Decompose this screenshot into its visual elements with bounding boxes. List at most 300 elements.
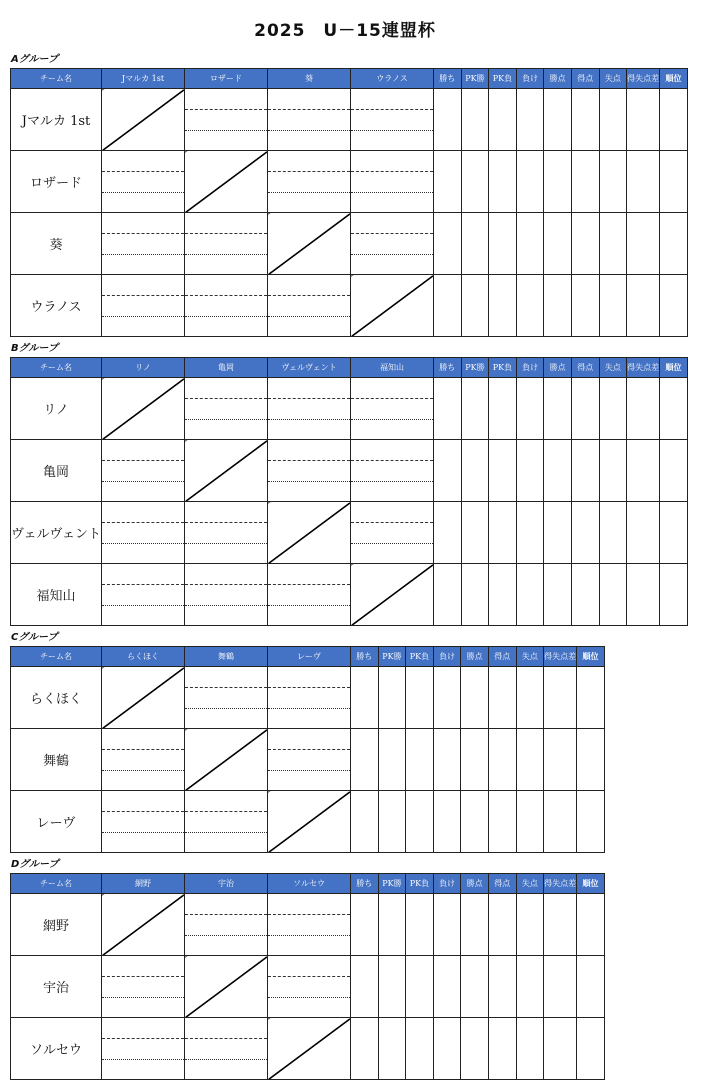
stat-cell[interactable]	[378, 1018, 406, 1080]
match-result-cell[interactable]	[102, 275, 185, 337]
stat-cell[interactable]	[577, 956, 605, 1018]
stat-cell[interactable]	[434, 151, 462, 213]
score-line	[268, 584, 350, 585]
score-line	[185, 316, 267, 317]
score-line	[351, 192, 433, 193]
stat-cell[interactable]	[544, 378, 572, 440]
score-line	[185, 419, 267, 420]
match-result-cell[interactable]	[102, 213, 185, 275]
stat-cell[interactable]	[544, 564, 572, 626]
team-name-header: チーム名	[11, 647, 102, 667]
match-result-cell[interactable]	[268, 956, 351, 1018]
stat-cell[interactable]	[488, 894, 516, 956]
stat-cell[interactable]	[627, 89, 660, 151]
match-result-cell[interactable]	[102, 502, 185, 564]
stat-cell[interactable]	[544, 151, 572, 213]
stat-cell[interactable]	[351, 956, 379, 1018]
match-result-cell[interactable]	[268, 894, 351, 956]
stat-cell[interactable]	[489, 378, 517, 440]
match-result-cell[interactable]	[102, 151, 185, 213]
stat-cell[interactable]	[461, 667, 489, 729]
stat-header: 失点	[599, 358, 627, 378]
score-line	[102, 811, 184, 812]
league-table	[10, 68, 688, 337]
score-line	[102, 543, 184, 544]
stat-header: 得点	[571, 358, 599, 378]
stat-header: PK負	[489, 358, 517, 378]
score-line	[268, 460, 350, 461]
team-name: 葵	[11, 213, 102, 275]
opponent-header: ヴェルヴェント	[268, 358, 351, 378]
stat-cell[interactable]	[516, 440, 544, 502]
stat-cell[interactable]	[599, 564, 627, 626]
stat-cell[interactable]	[599, 440, 627, 502]
score-line	[185, 811, 267, 812]
stat-cell[interactable]	[489, 213, 517, 275]
stat-cell[interactable]	[461, 213, 489, 275]
stat-cell[interactable]	[516, 791, 544, 853]
stat-cell[interactable]	[351, 894, 379, 956]
stat-cell[interactable]	[660, 275, 688, 337]
stat-cell[interactable]	[660, 213, 688, 275]
stat-cell[interactable]	[433, 894, 461, 956]
score-line	[185, 130, 267, 131]
self-match-cell	[185, 729, 268, 791]
table-row	[11, 956, 605, 1018]
stat-cell[interactable]	[599, 502, 627, 564]
stat-cell[interactable]	[571, 564, 599, 626]
stat-cell[interactable]	[488, 956, 516, 1018]
opponent-header: リノ	[102, 358, 185, 378]
table-row	[11, 275, 688, 337]
self-match-cell	[268, 791, 351, 853]
table-row	[11, 378, 688, 440]
stat-cell[interactable]	[489, 564, 517, 626]
score-line	[268, 749, 350, 750]
match-result-cell[interactable]	[351, 502, 434, 564]
match-result-cell[interactable]	[185, 564, 268, 626]
stat-cell[interactable]	[571, 213, 599, 275]
score-line	[351, 130, 433, 131]
stat-header: 負け	[433, 874, 461, 894]
score-line	[351, 460, 433, 461]
stat-cell[interactable]	[434, 213, 462, 275]
stat-cell[interactable]	[516, 89, 544, 151]
score-line	[351, 254, 433, 255]
table-row	[11, 213, 688, 275]
stat-cell[interactable]	[378, 894, 406, 956]
league-table	[10, 873, 605, 1080]
stat-cell[interactable]	[544, 213, 572, 275]
team-name: 舞鶴	[11, 729, 102, 791]
match-result-cell[interactable]	[268, 440, 351, 502]
stat-cell[interactable]	[577, 791, 605, 853]
stat-header: 勝ち	[351, 647, 379, 667]
stat-cell[interactable]	[516, 894, 544, 956]
stat-header: 勝点	[544, 358, 572, 378]
opponent-header: 宇治	[185, 874, 268, 894]
score-line	[268, 976, 350, 977]
stat-cell[interactable]	[660, 564, 688, 626]
stat-header: 負け	[516, 358, 544, 378]
match-result-cell[interactable]	[268, 564, 351, 626]
score-line	[102, 832, 184, 833]
score-line	[102, 1038, 184, 1039]
score-line	[268, 481, 350, 482]
team-name: 宇治	[11, 956, 102, 1018]
stat-cell[interactable]	[434, 440, 462, 502]
stat-cell[interactable]	[544, 667, 577, 729]
stat-header: 負け	[516, 69, 544, 89]
stat-header: 得失点差	[544, 647, 577, 667]
stat-cell[interactable]	[544, 894, 577, 956]
opponent-header: ソルセウ	[268, 874, 351, 894]
self-match-cell	[102, 378, 185, 440]
stat-cell[interactable]	[544, 729, 577, 791]
score-line	[185, 233, 267, 234]
stat-cell[interactable]	[627, 151, 660, 213]
stat-cell[interactable]	[406, 667, 434, 729]
stat-cell[interactable]	[378, 667, 406, 729]
stat-cell[interactable]	[544, 502, 572, 564]
stat-cell[interactable]	[627, 275, 660, 337]
stat-cell[interactable]	[627, 378, 660, 440]
stat-cell[interactable]	[489, 502, 517, 564]
team-name-header: チーム名	[11, 874, 102, 894]
stat-cell[interactable]	[434, 502, 462, 564]
stat-cell[interactable]	[516, 502, 544, 564]
match-result-cell[interactable]	[102, 564, 185, 626]
stat-header: PK勝	[461, 358, 489, 378]
league-table	[10, 646, 605, 853]
self-match-cell	[185, 151, 268, 213]
stat-cell[interactable]	[571, 89, 599, 151]
score-line	[102, 976, 184, 977]
stat-cell[interactable]	[599, 213, 627, 275]
stat-cell[interactable]	[461, 378, 489, 440]
group-label: Dグループ	[11, 859, 59, 870]
match-result-cell[interactable]	[185, 275, 268, 337]
match-result-cell[interactable]	[185, 791, 268, 853]
stat-cell[interactable]	[488, 667, 516, 729]
stat-cell[interactable]	[516, 275, 544, 337]
stat-cell[interactable]	[627, 564, 660, 626]
score-line	[351, 481, 433, 482]
match-result-cell[interactable]	[185, 894, 268, 956]
self-match-cell	[268, 213, 351, 275]
match-result-cell[interactable]	[351, 213, 434, 275]
match-result-cell[interactable]	[185, 378, 268, 440]
stat-cell[interactable]	[433, 729, 461, 791]
stat-cell[interactable]	[461, 1018, 489, 1080]
score-line	[351, 522, 433, 523]
stat-cell[interactable]	[433, 1018, 461, 1080]
stat-header: 失点	[599, 69, 627, 89]
score-line	[185, 935, 267, 936]
opponent-header: ロザード	[185, 69, 268, 89]
team-name: リノ	[11, 378, 102, 440]
stat-cell[interactable]	[488, 729, 516, 791]
stat-header: 得点	[488, 874, 516, 894]
stat-cell[interactable]	[434, 378, 462, 440]
match-result-cell[interactable]	[102, 1018, 185, 1080]
stat-cell[interactable]	[461, 956, 489, 1018]
score-line	[102, 997, 184, 998]
opponent-header: 舞鶴	[185, 647, 268, 667]
stat-cell[interactable]	[378, 729, 406, 791]
stat-cell[interactable]	[461, 440, 489, 502]
self-match-cell	[351, 564, 434, 626]
stat-header: PK負	[406, 874, 434, 894]
stat-cell[interactable]	[461, 729, 489, 791]
match-result-cell[interactable]	[185, 667, 268, 729]
score-line	[185, 708, 267, 709]
score-line	[268, 130, 350, 131]
stat-cell[interactable]	[544, 956, 577, 1018]
score-line	[268, 687, 350, 688]
stat-header: PK負	[489, 69, 517, 89]
stat-cell[interactable]	[461, 502, 489, 564]
stat-cell[interactable]	[351, 1018, 379, 1080]
match-result-cell[interactable]	[185, 89, 268, 151]
stat-cell[interactable]	[577, 729, 605, 791]
stat-cell[interactable]	[516, 729, 544, 791]
match-result-cell[interactable]	[268, 275, 351, 337]
score-line	[351, 543, 433, 544]
score-line	[351, 171, 433, 172]
stat-cell[interactable]	[351, 729, 379, 791]
score-line	[185, 109, 267, 110]
self-match-cell	[102, 89, 185, 151]
table-row	[11, 667, 605, 729]
team-name: ソルセウ	[11, 1018, 102, 1080]
stat-header: 負け	[433, 647, 461, 667]
stat-cell[interactable]	[516, 1018, 544, 1080]
match-result-cell[interactable]	[102, 791, 185, 853]
match-result-cell[interactable]	[351, 440, 434, 502]
stat-header: 順位	[577, 874, 605, 894]
stat-cell[interactable]	[434, 89, 462, 151]
self-match-cell	[185, 956, 268, 1018]
stat-cell[interactable]	[489, 440, 517, 502]
table-row	[11, 440, 688, 502]
stat-cell[interactable]	[406, 791, 434, 853]
score-line	[185, 832, 267, 833]
score-line	[185, 605, 267, 606]
opponent-header: 葵	[268, 69, 351, 89]
opponent-header: らくほく	[102, 647, 185, 667]
match-result-cell[interactable]	[102, 956, 185, 1018]
stat-cell[interactable]	[378, 791, 406, 853]
stat-cell[interactable]	[577, 894, 605, 956]
stat-cell[interactable]	[516, 378, 544, 440]
team-name: ロザード	[11, 151, 102, 213]
stat-cell[interactable]	[599, 89, 627, 151]
stat-cell[interactable]	[577, 667, 605, 729]
stat-cell[interactable]	[433, 667, 461, 729]
stat-cell[interactable]	[351, 791, 379, 853]
score-line	[185, 295, 267, 296]
stat-cell[interactable]	[461, 89, 489, 151]
stat-cell[interactable]	[544, 440, 572, 502]
score-line	[268, 914, 350, 915]
stat-cell[interactable]	[627, 440, 660, 502]
match-result-cell[interactable]	[268, 667, 351, 729]
stat-header: 順位	[660, 358, 688, 378]
stat-cell[interactable]	[406, 894, 434, 956]
team-name: らくほく	[11, 667, 102, 729]
self-match-cell	[351, 275, 434, 337]
team-name-header: チーム名	[11, 358, 102, 378]
stat-cell[interactable]	[461, 894, 489, 956]
stat-cell[interactable]	[571, 502, 599, 564]
opponent-header: 亀岡	[185, 358, 268, 378]
team-name: レーヴ	[11, 791, 102, 853]
stat-cell[interactable]	[571, 378, 599, 440]
score-line	[185, 543, 267, 544]
stat-cell[interactable]	[544, 275, 572, 337]
stat-cell[interactable]	[544, 89, 572, 151]
score-line	[102, 316, 184, 317]
stat-header: 勝ち	[351, 874, 379, 894]
stat-header: 得失点差	[544, 874, 577, 894]
score-line	[185, 1038, 267, 1039]
stat-cell[interactable]	[378, 956, 406, 1018]
score-line	[185, 398, 267, 399]
stat-cell[interactable]	[516, 667, 544, 729]
score-line	[351, 233, 433, 234]
stat-cell[interactable]	[516, 151, 544, 213]
self-match-cell	[102, 894, 185, 956]
score-line	[268, 419, 350, 420]
stat-cell[interactable]	[488, 1018, 516, 1080]
score-line	[268, 708, 350, 709]
stat-cell[interactable]	[461, 564, 489, 626]
stat-cell[interactable]	[544, 1018, 577, 1080]
stat-cell[interactable]	[571, 151, 599, 213]
score-line	[268, 770, 350, 771]
self-match-cell	[268, 1018, 351, 1080]
score-line	[102, 460, 184, 461]
match-result-cell[interactable]	[102, 440, 185, 502]
match-result-cell[interactable]	[268, 89, 351, 151]
score-line	[185, 254, 267, 255]
stat-cell[interactable]	[599, 378, 627, 440]
stat-cell[interactable]	[488, 791, 516, 853]
stat-cell[interactable]	[660, 151, 688, 213]
stat-cell[interactable]	[599, 275, 627, 337]
table-row	[11, 151, 688, 213]
match-result-cell[interactable]	[268, 378, 351, 440]
score-line	[268, 316, 350, 317]
group-label: Bグループ	[11, 343, 58, 354]
team-name: 網野	[11, 894, 102, 956]
stat-cell[interactable]	[544, 791, 577, 853]
stat-header: 失点	[516, 874, 544, 894]
score-line	[351, 109, 433, 110]
match-result-cell[interactable]	[351, 89, 434, 151]
stat-header: 勝点	[544, 69, 572, 89]
opponent-header: 福知山	[351, 358, 434, 378]
stat-header: 得点	[488, 647, 516, 667]
team-name: 亀岡	[11, 440, 102, 502]
score-line	[185, 584, 267, 585]
stat-cell[interactable]	[406, 956, 434, 1018]
match-result-cell[interactable]	[185, 1018, 268, 1080]
league-table	[10, 357, 688, 626]
opponent-header: Jマルカ 1st	[102, 69, 185, 89]
score-line	[268, 171, 350, 172]
stat-cell[interactable]	[660, 502, 688, 564]
stat-cell[interactable]	[351, 667, 379, 729]
stat-cell[interactable]	[461, 275, 489, 337]
score-line	[102, 584, 184, 585]
opponent-header: 網野	[102, 874, 185, 894]
stat-cell[interactable]	[660, 440, 688, 502]
stat-cell[interactable]	[627, 213, 660, 275]
match-result-cell[interactable]	[185, 213, 268, 275]
stat-cell[interactable]	[489, 151, 517, 213]
team-name: 福知山	[11, 564, 102, 626]
group-label: Cグループ	[11, 632, 58, 643]
match-result-cell[interactable]	[351, 151, 434, 213]
stat-cell[interactable]	[461, 791, 489, 853]
table-row	[11, 791, 605, 853]
score-line	[102, 254, 184, 255]
match-result-cell[interactable]	[185, 502, 268, 564]
score-line	[102, 192, 184, 193]
stat-cell[interactable]	[627, 502, 660, 564]
score-line	[268, 935, 350, 936]
score-line	[102, 1059, 184, 1060]
stat-cell[interactable]	[516, 213, 544, 275]
stat-cell[interactable]	[599, 151, 627, 213]
match-result-cell[interactable]	[268, 729, 351, 791]
stat-cell[interactable]	[660, 378, 688, 440]
self-match-cell	[185, 440, 268, 502]
stat-cell[interactable]	[406, 729, 434, 791]
match-result-cell[interactable]	[268, 151, 351, 213]
stat-cell[interactable]	[433, 956, 461, 1018]
stat-cell[interactable]	[433, 791, 461, 853]
stat-header: 勝ち	[434, 358, 462, 378]
stat-cell[interactable]	[660, 89, 688, 151]
stat-cell[interactable]	[571, 275, 599, 337]
match-result-cell[interactable]	[351, 378, 434, 440]
self-match-cell	[102, 667, 185, 729]
opponent-header: レーヴ	[268, 647, 351, 667]
team-name: ウラノス	[11, 275, 102, 337]
stat-cell[interactable]	[516, 564, 544, 626]
score-line	[185, 914, 267, 915]
stat-cell[interactable]	[577, 1018, 605, 1080]
stat-cell[interactable]	[406, 1018, 434, 1080]
team-name-header: チーム名	[11, 69, 102, 89]
match-result-cell[interactable]	[102, 729, 185, 791]
stat-cell[interactable]	[434, 564, 462, 626]
stat-header: 勝点	[461, 874, 489, 894]
stat-cell[interactable]	[571, 440, 599, 502]
stat-cell[interactable]	[489, 275, 517, 337]
score-line	[102, 171, 184, 172]
stat-cell[interactable]	[461, 151, 489, 213]
score-line	[185, 522, 267, 523]
stat-cell[interactable]	[489, 89, 517, 151]
stat-cell[interactable]	[516, 956, 544, 1018]
table-row	[11, 502, 688, 564]
score-line	[102, 481, 184, 482]
stat-cell[interactable]	[434, 275, 462, 337]
